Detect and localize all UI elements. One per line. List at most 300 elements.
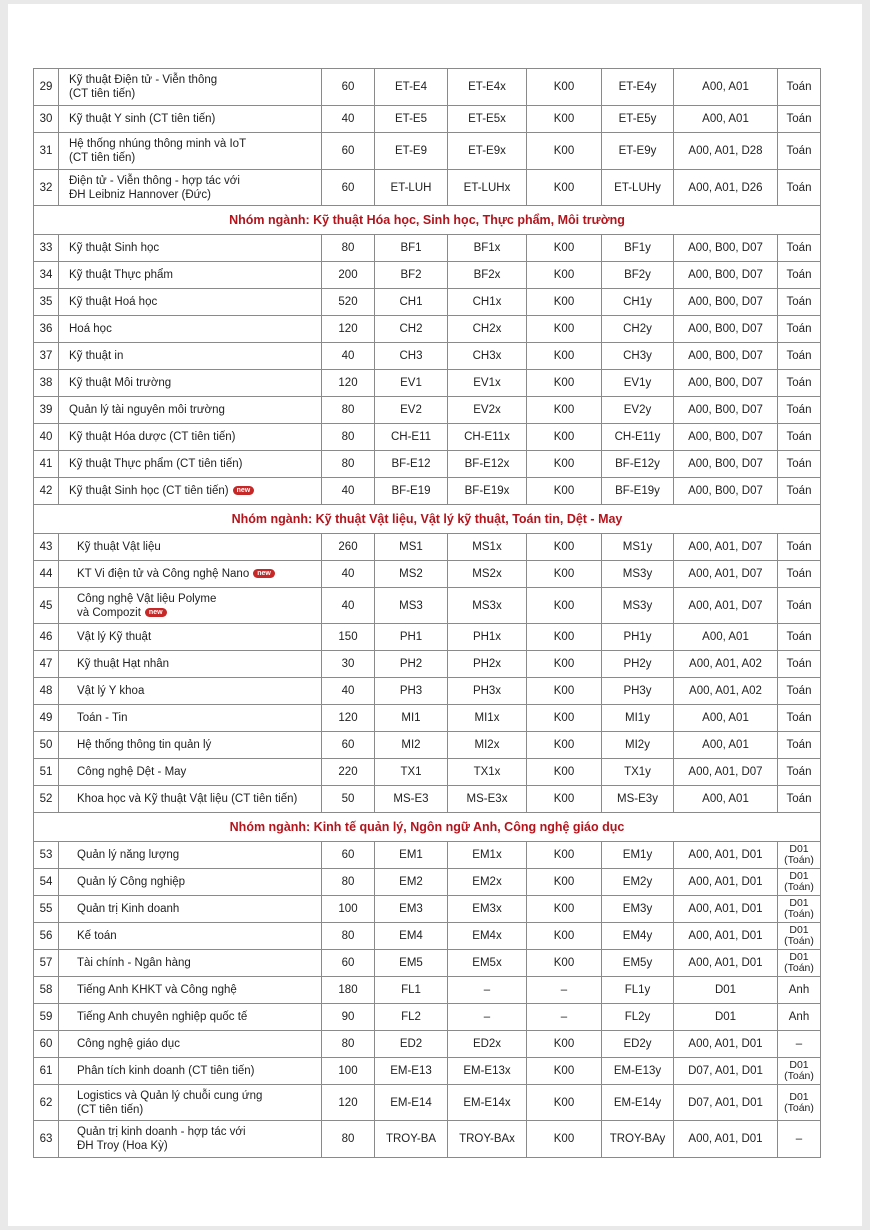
row-number-cell: 55 [34, 896, 59, 923]
code-y-cell: ET-LUHy [602, 170, 674, 206]
program-name: Kỹ thuật Hạt nhân [77, 658, 170, 670]
quota-cell: 90 [322, 1004, 375, 1031]
main-subject-cell: Anh [778, 1004, 821, 1031]
code-x-cell: CH1x [448, 289, 527, 316]
program-name-cell [59, 1004, 322, 1031]
subject-groups-cell: A00, A01, D01 [674, 950, 778, 977]
code-x-cell: ET-E5x [448, 106, 527, 133]
code-cell: FL2 [375, 1004, 448, 1031]
code-cell: CH2 [375, 316, 448, 343]
main-subject-cell: Toán [778, 170, 821, 206]
main-subject-cell: Toán [778, 451, 821, 478]
code-x-cell: CH3x [448, 343, 527, 370]
code-cell: TX1 [375, 759, 448, 786]
code-cell: MI2 [375, 732, 448, 759]
k00-cell: K00 [527, 678, 602, 705]
code-x-cell: ET-E9x [448, 133, 527, 170]
main-subject-cell: Toán [778, 343, 821, 370]
subject-groups-cell: A00, B00, D07 [674, 478, 778, 505]
main-subject-cell: D01 (Toán) [778, 869, 821, 896]
code-y-cell: ET-E5y [602, 106, 674, 133]
subject-groups-cell: A00, A01, D01 [674, 896, 778, 923]
row-number-cell: 44 [34, 561, 59, 588]
k00-cell: K00 [527, 923, 602, 950]
program-name-cell [59, 69, 322, 106]
code-y-cell: MS3y [602, 588, 674, 624]
program-name-cell [59, 262, 322, 289]
table-row [34, 732, 821, 759]
code-cell: ET-E9 [375, 133, 448, 170]
program-name: Công nghệ Vật liệu Polyme và Compozit [77, 592, 217, 619]
program-name: KT Vi điện tử và Công nghệ Nano [77, 568, 250, 580]
code-y-cell: EM1y [602, 842, 674, 869]
row-number-cell: 47 [34, 651, 59, 678]
program-name-cell [59, 678, 322, 705]
new-badge: new [145, 608, 167, 617]
table-row [34, 69, 821, 106]
code-x-cell: EM-E14x [448, 1085, 527, 1121]
code-cell: FL1 [375, 977, 448, 1004]
table-row [34, 561, 821, 588]
quota-cell: 80 [322, 397, 375, 424]
k00-cell: K00 [527, 759, 602, 786]
subject-groups-cell: A00, A01, D01 [674, 869, 778, 896]
admissions-table [33, 68, 821, 1158]
program-name: Hệ thống thông tin quản lý [77, 739, 212, 751]
program-name: Tiếng Anh chuyên nghiệp quốc tế [77, 1011, 248, 1023]
program-name: Quản trị Kinh doanh [77, 903, 180, 915]
program-name: Kỹ thuật Vật liệu [77, 541, 161, 553]
table-row [34, 759, 821, 786]
row-number-cell: 31 [34, 133, 59, 170]
program-name-cell [59, 786, 322, 813]
code-cell: ET-LUH [375, 170, 448, 206]
main-subject-cell: Toán [778, 235, 821, 262]
row-number-cell: 53 [34, 842, 59, 869]
program-name: Vật lý Y khoa [77, 685, 145, 697]
main-subject-cell: D01 (Toán) [778, 896, 821, 923]
code-y-cell: BF1y [602, 235, 674, 262]
code-cell: CH-E11 [375, 424, 448, 451]
table-row [34, 1058, 821, 1085]
main-subject-cell: Toán [778, 424, 821, 451]
code-y-cell: EM-E14y [602, 1085, 674, 1121]
code-cell: ET-E4 [375, 69, 448, 106]
subject-groups-cell: A00, A01 [674, 624, 778, 651]
program-name: Quản trị kinh doanh - hợp tác với ĐH Troy (Hoa Kỳ) [77, 1126, 246, 1152]
code-x-cell: ET-E4x [448, 69, 527, 106]
subject-groups-cell: A00, A01, D01 [674, 923, 778, 950]
code-y-cell: FL1y [602, 977, 674, 1004]
table-row [34, 343, 821, 370]
program-name-cell [59, 705, 322, 732]
k00-cell: K00 [527, 370, 602, 397]
main-subject-cell: Toán [778, 478, 821, 505]
subject-groups-cell: D07, A01, D01 [674, 1058, 778, 1085]
code-cell: ET-E5 [375, 106, 448, 133]
code-cell: ED2 [375, 1031, 448, 1058]
code-y-cell: ET-E4y [602, 69, 674, 106]
program-name-cell [59, 289, 322, 316]
program-name: Kỹ thuật Thực phẩm [69, 269, 174, 281]
main-subject-cell: Toán [778, 786, 821, 813]
subject-groups-cell: A00, B00, D07 [674, 451, 778, 478]
code-y-cell: CH1y [602, 289, 674, 316]
program-name: Công nghệ giáo dục [77, 1038, 180, 1050]
main-subject-cell: Toán [778, 262, 821, 289]
quota-cell: 40 [322, 478, 375, 505]
program-name-cell [59, 170, 322, 206]
subject-groups-cell: A00, A01 [674, 786, 778, 813]
program-name: Kỹ thuật Thực phẩm (CT tiên tiến) [69, 458, 243, 470]
program-name-cell [59, 651, 322, 678]
program-name: Kế toán [77, 930, 117, 942]
section-rows-a [34, 69, 821, 206]
code-x-cell: CH2x [448, 316, 527, 343]
quota-cell: 40 [322, 678, 375, 705]
k00-cell: K00 [527, 451, 602, 478]
main-subject-cell: Toán [778, 705, 821, 732]
program-name: Hệ thống nhúng thông minh và IoT (CT tiên tiến) [69, 138, 247, 164]
quota-cell: 150 [322, 624, 375, 651]
code-cell: EM-E13 [375, 1058, 448, 1085]
code-y-cell: BF-E12y [602, 451, 674, 478]
quota-cell: 220 [322, 759, 375, 786]
row-number-cell: 54 [34, 869, 59, 896]
table-row [34, 624, 821, 651]
program-name-cell [59, 1031, 322, 1058]
k00-cell: K00 [527, 262, 602, 289]
code-x-cell: EM-E13x [448, 1058, 527, 1085]
table-row [34, 397, 821, 424]
code-x-cell: EM2x [448, 869, 527, 896]
subject-groups-cell: A00, A01, A02 [674, 651, 778, 678]
program-name: Quản lý tài nguyên môi trường [69, 404, 225, 416]
quota-cell: 60 [322, 842, 375, 869]
program-name-cell [59, 316, 322, 343]
code-x-cell: PH3x [448, 678, 527, 705]
program-name-cell [59, 397, 322, 424]
main-subject-cell: Toán [778, 651, 821, 678]
code-y-cell: MI2y [602, 732, 674, 759]
table-row [34, 370, 821, 397]
row-number-cell: 36 [34, 316, 59, 343]
code-x-cell: MS-E3x [448, 786, 527, 813]
k00-cell: K00 [527, 133, 602, 170]
table-row [34, 478, 821, 505]
code-cell: MS3 [375, 588, 448, 624]
table-row [34, 262, 821, 289]
main-subject-cell: D01 (Toán) [778, 923, 821, 950]
code-cell: PH3 [375, 678, 448, 705]
code-cell: PH1 [375, 624, 448, 651]
code-cell: TROY-BA [375, 1121, 448, 1158]
code-cell: EM-E14 [375, 1085, 448, 1121]
code-cell: MS2 [375, 561, 448, 588]
code-y-cell: EM-E13y [602, 1058, 674, 1085]
quota-cell: 100 [322, 896, 375, 923]
quota-cell: 80 [322, 1121, 375, 1158]
subject-groups-cell: A00, A01, A02 [674, 678, 778, 705]
table-row [34, 651, 821, 678]
k00-cell: K00 [527, 732, 602, 759]
table-row [34, 842, 821, 869]
program-name-cell [59, 451, 322, 478]
k00-cell: K00 [527, 1121, 602, 1158]
k00-cell: K00 [527, 1058, 602, 1085]
main-subject-cell: Toán [778, 289, 821, 316]
program-name: Kỹ thuật in [69, 350, 124, 362]
main-subject-cell: Toán [778, 133, 821, 170]
code-x-cell: ED2x [448, 1031, 527, 1058]
code-y-cell: EV2y [602, 397, 674, 424]
table-row [34, 170, 821, 206]
program-name: Kỹ thuật Sinh học [69, 242, 160, 254]
subject-groups-cell: A00, A01, D07 [674, 759, 778, 786]
program-name-cell [59, 624, 322, 651]
row-number-cell: 46 [34, 624, 59, 651]
row-number-cell: 60 [34, 1031, 59, 1058]
quota-cell: 60 [322, 732, 375, 759]
program-name: Kỹ thuật Y sinh (CT tiên tiến) [69, 113, 216, 125]
table-row [34, 896, 821, 923]
subject-groups-cell: A00, B00, D07 [674, 424, 778, 451]
subject-groups-cell: A00, B00, D07 [674, 289, 778, 316]
code-cell: EV1 [375, 370, 448, 397]
subject-groups-cell: A00, A01, D28 [674, 133, 778, 170]
program-name: Tiếng Anh KHKT và Công nghệ [77, 984, 237, 996]
section-rows-d [34, 842, 821, 1158]
subject-groups-cell: A00, A01, D01 [674, 842, 778, 869]
program-name: Logistics và Quản lý chuỗi cung ứng (CT tiên tiến) [77, 1089, 263, 1116]
code-x-cell: PH2x [448, 651, 527, 678]
code-x-cell: EV1x [448, 370, 527, 397]
program-name: Hoá học [69, 323, 112, 335]
quota-cell: 100 [322, 1058, 375, 1085]
program-name-cell [59, 1121, 322, 1158]
code-x-cell: EV2x [448, 397, 527, 424]
code-x-cell: ET-LUHx [448, 170, 527, 206]
code-y-cell: EM5y [602, 950, 674, 977]
quota-cell: 60 [322, 69, 375, 106]
k00-cell: K00 [527, 896, 602, 923]
k00-cell: K00 [527, 235, 602, 262]
subject-groups-cell: A00, A01, D07 [674, 588, 778, 624]
k00-cell: K00 [527, 842, 602, 869]
program-name-cell [59, 370, 322, 397]
code-x-cell: – [448, 977, 527, 1004]
group-title: Nhóm ngành: Kỹ thuật Vật liệu, Vật lý kỹ thuật, Toán tin, Dệt - May [34, 505, 821, 534]
quota-cell: 120 [322, 705, 375, 732]
k00-cell: K00 [527, 106, 602, 133]
program-name-cell [59, 588, 322, 624]
code-y-cell: FL2y [602, 1004, 674, 1031]
k00-cell: K00 [527, 651, 602, 678]
row-number-cell: 41 [34, 451, 59, 478]
subject-groups-cell: A00, A01, D01 [674, 1031, 778, 1058]
k00-cell: K00 [527, 561, 602, 588]
main-subject-cell: D01 (Toán) [778, 950, 821, 977]
code-x-cell: MI2x [448, 732, 527, 759]
code-y-cell: CH-E11y [602, 424, 674, 451]
program-name: Công nghệ Dệt - May [77, 766, 187, 778]
main-subject-cell: D01 (Toán) [778, 1085, 821, 1121]
table-row [34, 1031, 821, 1058]
subject-groups-cell: D07, A01, D01 [674, 1085, 778, 1121]
k00-cell: K00 [527, 705, 602, 732]
code-x-cell: MS3x [448, 588, 527, 624]
main-subject-cell: – [778, 1121, 821, 1158]
program-name: Vật lý Kỹ thuật [77, 631, 152, 643]
table-row [34, 1121, 821, 1158]
program-name: Kỹ thuật Điện tử - Viễn thông (CT tiên tiến) [69, 74, 218, 100]
code-y-cell: EV1y [602, 370, 674, 397]
code-y-cell: EM3y [602, 896, 674, 923]
code-y-cell: PH1y [602, 624, 674, 651]
code-x-cell: BF-E12x [448, 451, 527, 478]
code-cell: BF-E19 [375, 478, 448, 505]
subject-groups-cell: A00, B00, D07 [674, 397, 778, 424]
table-row [34, 1085, 821, 1121]
program-name: Điện tử - Viễn thông - hợp tác với ĐH Leibniz Hannover (Đức) [69, 174, 240, 201]
subject-groups-cell: A00, B00, D07 [674, 235, 778, 262]
table-row [34, 424, 821, 451]
subject-groups-cell: D01 [674, 977, 778, 1004]
code-x-cell: CH-E11x [448, 424, 527, 451]
quota-cell: 200 [322, 262, 375, 289]
program-name: Toán - Tin [77, 712, 128, 724]
row-number-cell: 59 [34, 1004, 59, 1031]
code-cell: BF2 [375, 262, 448, 289]
subject-groups-cell: A00, A01, D01 [674, 1121, 778, 1158]
row-number-cell: 63 [34, 1121, 59, 1158]
row-number-cell: 49 [34, 705, 59, 732]
quota-cell: 180 [322, 977, 375, 1004]
program-name-cell [59, 732, 322, 759]
section-rows-b [34, 235, 821, 505]
code-cell: EM5 [375, 950, 448, 977]
row-number-cell: 34 [34, 262, 59, 289]
row-number-cell: 37 [34, 343, 59, 370]
program-name: Tài chính - Ngân hàng [77, 957, 191, 969]
program-name-cell [59, 343, 322, 370]
program-name-cell [59, 133, 322, 170]
k00-cell: – [527, 977, 602, 1004]
subject-groups-cell: A00, A01 [674, 69, 778, 106]
table-row [34, 451, 821, 478]
code-x-cell: MI1x [448, 705, 527, 732]
main-subject-cell: Toán [778, 69, 821, 106]
code-x-cell: BF2x [448, 262, 527, 289]
code-x-cell: EM3x [448, 896, 527, 923]
main-subject-cell: Toán [778, 316, 821, 343]
table-row [34, 950, 821, 977]
code-y-cell: MS-E3y [602, 786, 674, 813]
k00-cell: K00 [527, 1085, 602, 1121]
quota-cell: 120 [322, 370, 375, 397]
main-subject-cell: Toán [778, 397, 821, 424]
quota-cell: 30 [322, 651, 375, 678]
code-y-cell: EM4y [602, 923, 674, 950]
table-row [34, 588, 821, 624]
code-y-cell: CH3y [602, 343, 674, 370]
main-subject-cell: Anh [778, 977, 821, 1004]
program-name: Quản lý năng lượng [77, 849, 180, 861]
subject-groups-cell: A00, B00, D07 [674, 343, 778, 370]
row-number-cell: 39 [34, 397, 59, 424]
code-cell: BF1 [375, 235, 448, 262]
table-row [34, 534, 821, 561]
code-y-cell: MS3y [602, 561, 674, 588]
table-row [34, 316, 821, 343]
program-name-cell [59, 561, 322, 588]
quota-cell: 80 [322, 923, 375, 950]
code-x-cell: BF1x [448, 235, 527, 262]
k00-cell: K00 [527, 343, 602, 370]
main-subject-cell: Toán [778, 370, 821, 397]
code-x-cell: BF-E19x [448, 478, 527, 505]
main-subject-cell: Toán [778, 106, 821, 133]
new-badge: new [253, 569, 275, 578]
program-name: Khoa học và Kỹ thuật Vật liệu (CT tiên tiến) [77, 793, 298, 805]
main-subject-cell: Toán [778, 732, 821, 759]
row-number-cell: 30 [34, 106, 59, 133]
quota-cell: 80 [322, 235, 375, 262]
code-x-cell: EM4x [448, 923, 527, 950]
subject-groups-cell: A00, B00, D07 [674, 316, 778, 343]
program-name-cell [59, 842, 322, 869]
table-row [34, 289, 821, 316]
code-y-cell: MI1y [602, 705, 674, 732]
quota-cell: 50 [322, 786, 375, 813]
main-subject-cell: Toán [778, 534, 821, 561]
subject-groups-cell: A00, A01, D26 [674, 170, 778, 206]
program-name-cell [59, 1058, 322, 1085]
quota-cell: 60 [322, 133, 375, 170]
row-number-cell: 61 [34, 1058, 59, 1085]
code-cell: EM2 [375, 869, 448, 896]
document-page [8, 4, 862, 1226]
main-subject-cell: Toán [778, 759, 821, 786]
code-x-cell: EM1x [448, 842, 527, 869]
k00-cell: K00 [527, 786, 602, 813]
quota-cell: 40 [322, 343, 375, 370]
quota-cell: 260 [322, 534, 375, 561]
k00-cell: K00 [527, 69, 602, 106]
program-name-cell [59, 869, 322, 896]
row-number-cell: 56 [34, 923, 59, 950]
code-y-cell: CH2y [602, 316, 674, 343]
subject-groups-cell: D01 [674, 1004, 778, 1031]
main-subject-cell: D01 (Toán) [778, 1058, 821, 1085]
code-cell: PH2 [375, 651, 448, 678]
table-row [34, 869, 821, 896]
code-x-cell: MS1x [448, 534, 527, 561]
code-y-cell: BF-E19y [602, 478, 674, 505]
code-y-cell: PH3y [602, 678, 674, 705]
row-number-cell: 45 [34, 588, 59, 624]
program-name: Kỹ thuật Sinh học (CT tiên tiến) [69, 485, 229, 497]
main-subject-cell: D01 (Toán) [778, 842, 821, 869]
row-number-cell: 40 [34, 424, 59, 451]
group-title: Nhóm ngành: Kỹ thuật Hóa học, Sinh học, Thực phẩm, Môi trường [34, 206, 821, 235]
code-x-cell: TROY-BAx [448, 1121, 527, 1158]
section-rows-c [34, 534, 821, 813]
code-x-cell: TX1x [448, 759, 527, 786]
code-y-cell: TROY-BAy [602, 1121, 674, 1158]
code-cell: EM1 [375, 842, 448, 869]
k00-cell: K00 [527, 1031, 602, 1058]
